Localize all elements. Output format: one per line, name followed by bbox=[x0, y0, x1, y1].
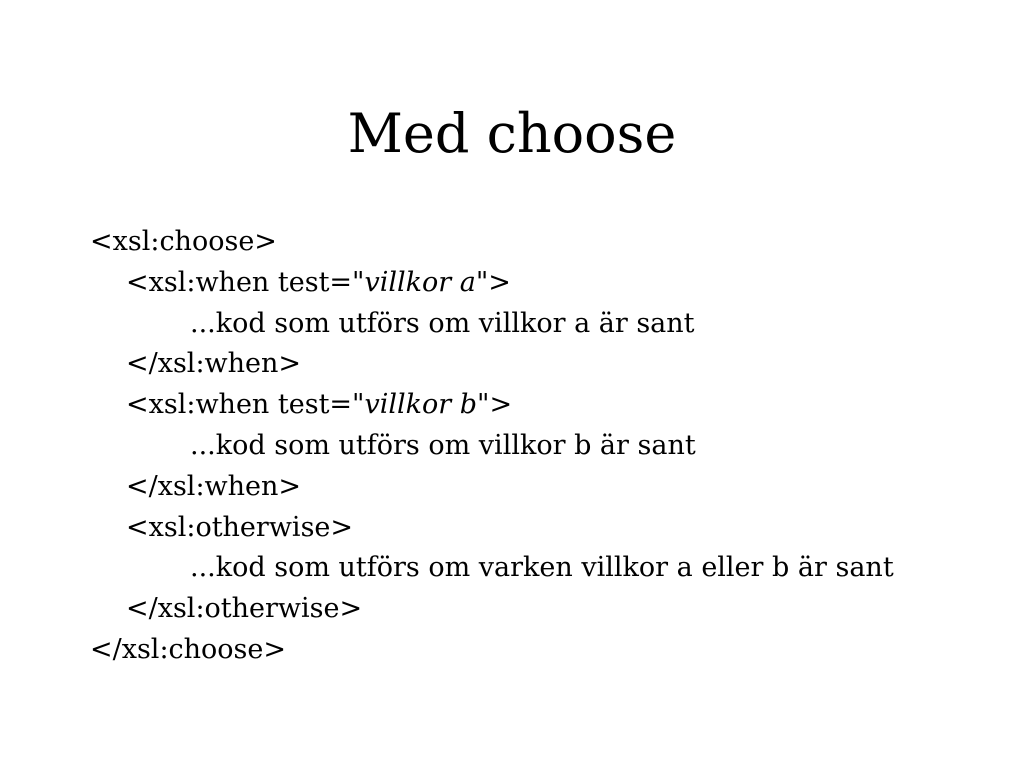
code-line-choose-close: </xsl:choose> bbox=[90, 633, 287, 665]
code-line-when-a-open bbox=[90, 263, 894, 304]
code-line-choose-open: <xsl:choose> bbox=[90, 226, 277, 257]
condition-placeholder: villkor a bbox=[364, 266, 476, 298]
code-line-otherwise-open: <xsl:otherwise> bbox=[126, 511, 354, 543]
slide-title: Med choose bbox=[347, 102, 677, 165]
code-fragment: <xsl:when test=" bbox=[126, 389, 365, 421]
code-line-when-b-body: ...kod som utförs om villkor b är sant bbox=[190, 429, 696, 461]
code-line-when-b-close: </xsl:when> bbox=[126, 470, 302, 502]
code-fragment: "> bbox=[475, 266, 511, 298]
code-fragment: "> bbox=[477, 389, 513, 421]
code-line-when-a-body: ...kod som utförs om villkor a är sant bbox=[190, 307, 695, 339]
code-line-when-b-open bbox=[90, 385, 894, 426]
condition-placeholder: villkor b bbox=[364, 389, 478, 421]
code-line-when-a-close: </xsl:when> bbox=[126, 348, 302, 380]
code-block bbox=[90, 222, 894, 671]
code-line-otherwise-close: </xsl:otherwise> bbox=[126, 593, 363, 625]
code-fragment: <xsl:when test=" bbox=[126, 266, 365, 298]
code-line-otherwise-body: ...kod som utförs om varken villkor a eller b är sant bbox=[190, 552, 894, 584]
